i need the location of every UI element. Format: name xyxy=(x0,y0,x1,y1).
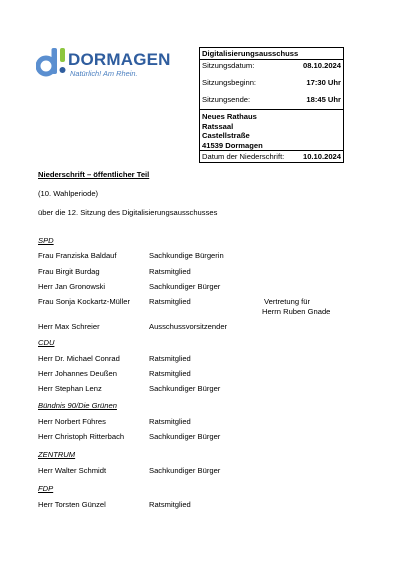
minutes-date-label: Datum der Niederschrift: xyxy=(202,152,285,161)
session-end-label: Sitzungsende: xyxy=(202,95,251,104)
member-role: Sachkundiger Bürger xyxy=(149,466,221,475)
party-heading: FDP xyxy=(38,484,54,493)
member-role: Ratsmitglied xyxy=(149,500,191,509)
member-name: Herr Max Schreier xyxy=(38,322,100,331)
session-date-row xyxy=(200,59,343,71)
member-name: Herr Jan Gronowski xyxy=(38,282,106,291)
location-line: 41539 Dormagen xyxy=(202,140,263,150)
location-line: Ratssaal xyxy=(202,121,234,131)
member-name: Herr Christoph Ritterbach xyxy=(38,432,125,441)
party-heading: CDU xyxy=(38,338,55,347)
member-role: Ratsmitglied xyxy=(149,369,191,378)
member-name: Herr Johannes Deußen xyxy=(38,369,117,378)
document-title: Niederschrift – öffentlicher Teil xyxy=(38,170,150,179)
session-end-row xyxy=(200,93,343,107)
legislative-period: (10. Wahlperiode) xyxy=(38,189,99,198)
member-role: Ratsmitglied xyxy=(149,267,191,276)
session-location xyxy=(200,109,343,150)
minutes-date-value: 10.10.2024 xyxy=(302,152,341,161)
member-name: Herr Stephan Lenz xyxy=(38,384,102,393)
member-role: Ratsmitglied xyxy=(149,354,191,363)
member-role: Ratsmitglied xyxy=(149,417,191,426)
session-start-label: Sitzungsbeginn: xyxy=(202,78,257,87)
member-name: Herr Torsten Günzel xyxy=(38,500,106,509)
session-date-label: Sitzungsdatum: xyxy=(202,61,255,70)
member-name: Herr Dr. Michael Conrad xyxy=(38,354,120,363)
member-name: Herr Walter Schmidt xyxy=(38,466,107,475)
session-date-value: 08.10.2024 xyxy=(302,61,341,70)
party-heading: Bündnis 90/Die Grünen xyxy=(38,401,117,410)
member-name: Frau Franziska Baldauf xyxy=(38,251,117,260)
session-info-box xyxy=(199,47,344,163)
member-role: Ausschussvorsitzender xyxy=(149,322,228,331)
session-description: über die 12. Sitzung des Digitalisierungsausschusses xyxy=(38,208,218,217)
logo-name: DORMAGEN xyxy=(68,50,171,69)
dormagen-logo xyxy=(36,44,176,84)
session-start-value: 17:30 Uhr xyxy=(306,78,341,87)
member-name: Frau Birgit Burdag xyxy=(38,267,100,276)
member-name: Herr Norbert Führes xyxy=(38,417,106,426)
member-role: Sachkundige Bürgerin xyxy=(149,251,224,260)
session-end-value: 18:45 Uhr xyxy=(306,95,341,104)
location-line: Neues Rathaus xyxy=(202,112,257,121)
member-name: Frau Sonja Kockartz-Müller xyxy=(38,297,131,306)
note-line: Herrn Ruben Gnade xyxy=(262,307,331,316)
location-line: Castellstraße xyxy=(202,131,250,140)
logo-tagline: Natürlich! Am Rhein. xyxy=(70,69,138,78)
note-line: Vertretung für xyxy=(264,297,311,306)
session-start-row xyxy=(200,76,343,90)
member-note xyxy=(262,297,330,317)
party-heading: SPD xyxy=(38,236,54,245)
logo-mark-icon xyxy=(36,44,68,78)
party-heading: ZENTRUM xyxy=(38,450,76,459)
member-role: Sachkundiger Bürger xyxy=(149,432,221,441)
committee-name: Digitalisierungsausschuss xyxy=(202,49,299,58)
member-role: Sachkundiger Bürger xyxy=(149,384,221,393)
minutes-date-row xyxy=(200,150,343,162)
member-role: Ratsmitglied xyxy=(149,297,191,306)
member-role: Sachkundiger Bürger xyxy=(149,282,221,291)
